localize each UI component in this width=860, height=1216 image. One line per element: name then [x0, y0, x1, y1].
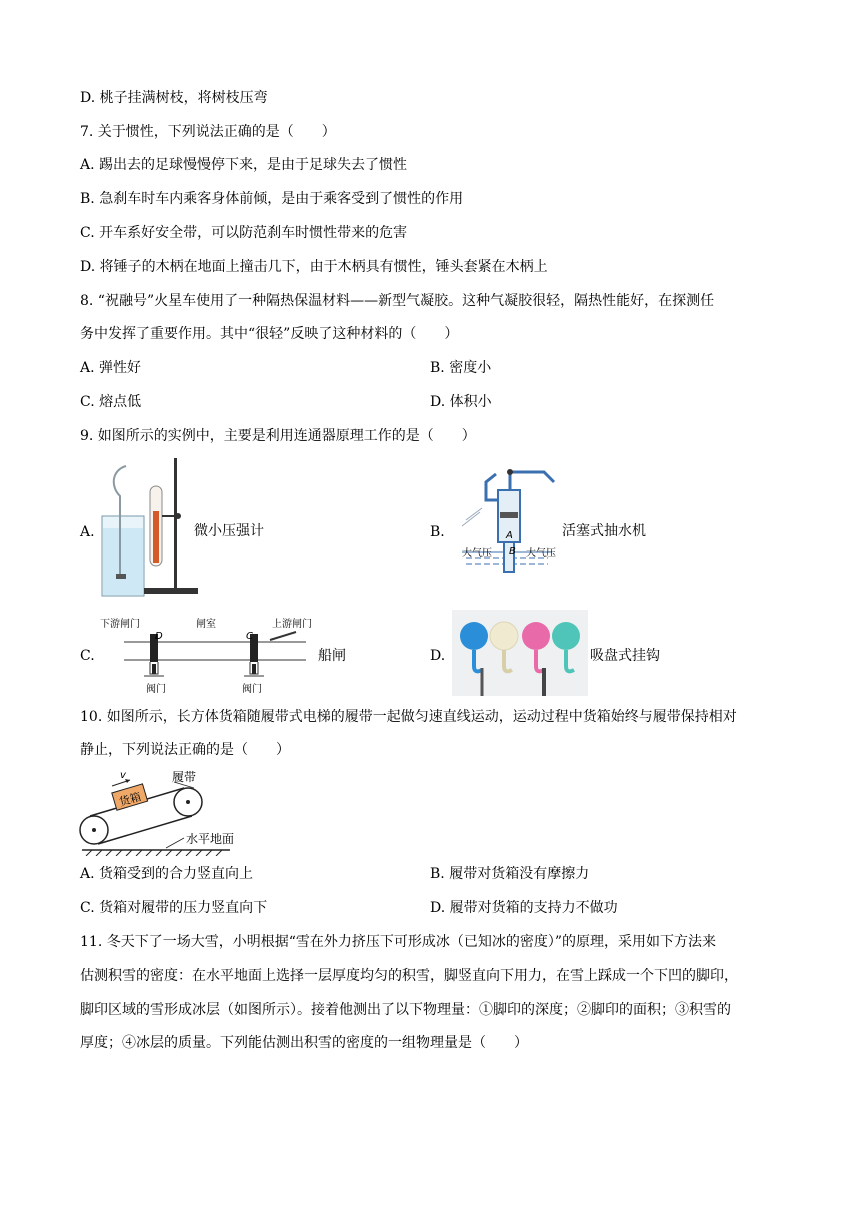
q8-stem-line1: 8. “祝融号”火星车使用了一种隔热保温材料——新型气凝胶。这种气凝胶很轻，隔热性能好，在探测任	[80, 293, 715, 309]
q10-option-a: A. 货箱受到的合力竖直向上	[80, 866, 254, 882]
q10-velocity-label: v	[120, 770, 126, 781]
q11-line3: 脚印区域的雪形成冰层（如图所示）。接着他测出了以下物理量：①脚印的深度；②脚印的面积；③积雪的	[80, 1002, 731, 1018]
micro-pressure-gauge-figure	[98, 456, 198, 602]
q10-stem-line2: 静止，下列说法正确的是（ ）	[80, 742, 290, 758]
q7-option-a: A. 踢出去的足球慢慢停下来，是由于足球失去了惯性	[80, 157, 408, 173]
q11-line4: 厚度；④冰层的质量。下列能估测出积雪的密度的一组物理量是（ ）	[80, 1035, 528, 1051]
q9c-gate-d-label: D	[155, 631, 163, 642]
q9c-valve-left-label: 阀门	[146, 684, 166, 695]
q9-stem: 9. 如图所示的实例中，主要是利用连通器原理工作的是（ ）	[80, 428, 476, 444]
q9c-upstream-gate-label: 上游闸门	[272, 619, 312, 630]
q7-stem: 7. 关于惯性，下列说法正确的是（ ）	[80, 124, 336, 140]
q10-box-label: 货箱	[117, 790, 143, 809]
q11-line1: 11. 冬天下了一场大雪，小明根据“雪在外力挤压下可形成冰（已知冰的密度）”的原理，采用如下方法来	[80, 934, 717, 950]
q9-option-c-caption: 船闸	[318, 648, 346, 664]
q9-option-d-letter: D.	[430, 648, 446, 664]
q9-option-b-caption: 活塞式抽水机	[562, 523, 646, 539]
q9b-atm-left-label: 大气压	[462, 548, 492, 559]
q8-option-d: D. 体积小	[430, 394, 492, 410]
q11-line2: 估测积雪的密度：在水平地面上选择一层厚度均匀的积雪，脚竖直向下用力，在雪上踩成一个下凹的脚印，	[80, 968, 738, 984]
q10-option-d: D. 履带对货箱的支持力不做功	[430, 900, 618, 916]
q10-option-c: C. 货箱对履带的压力竖直向下	[80, 900, 268, 916]
q9c-gate-c-label: C	[246, 631, 253, 642]
q9b-atm-right-label: 大气压	[526, 548, 556, 559]
q9b-valve-b-label: B	[509, 546, 516, 557]
q7-option-c: C. 开车系好安全带，可以防范刹车时惯性带来的危害	[80, 225, 408, 241]
q9-option-a-letter: A.	[80, 524, 95, 540]
piston-pump-figure	[452, 460, 562, 580]
q9c-downstream-gate-label: 下游闸门	[100, 619, 140, 630]
ship-lock-figure	[120, 628, 310, 684]
q8-option-b: B. 密度小	[430, 360, 492, 376]
q7-option-d: D. 将锤子的木柄在地面上撞击几下，由于木柄具有惯性，锤头套紧在木柄上	[80, 259, 548, 275]
q10-stem-line1: 10. 如图所示，长方体货箱随履带式电梯的履带一起做匀速直线运动，运动过程中货箱始终与履带保持相对	[80, 709, 737, 725]
q10-option-b: B. 履带对货箱没有摩擦力	[430, 866, 590, 882]
q9c-chamber-label: 闸室	[196, 619, 216, 630]
q9c-valve-right-label: 阀门	[242, 684, 262, 695]
q8-option-c: C. 熔点低	[80, 394, 142, 410]
q9-option-b-letter: B.	[430, 524, 445, 540]
q9b-valve-a-label: A	[506, 530, 513, 541]
q10-ground-label: 水平地面	[186, 832, 235, 846]
q6-option-d: D. 桃子挂满树枝，将树枝压弯	[80, 90, 268, 106]
q9-option-a-caption: 微小压强计	[194, 523, 264, 539]
suction-cup-hooks-figure	[452, 610, 588, 696]
q9-option-c-letter: C.	[80, 648, 95, 664]
q8-option-a: A. 弹性好	[80, 360, 142, 376]
q10-belt-label: 履带	[172, 770, 197, 784]
q8-stem-line2: 务中发挥了重要作用。其中“很轻”反映了这种材料的（ ）	[80, 326, 459, 342]
q9-option-d-caption: 吸盘式挂钩	[590, 648, 660, 664]
q7-option-b: B. 急刹车时车内乘客身体前倾，是由于乘客受到了惯性的作用	[80, 191, 464, 207]
